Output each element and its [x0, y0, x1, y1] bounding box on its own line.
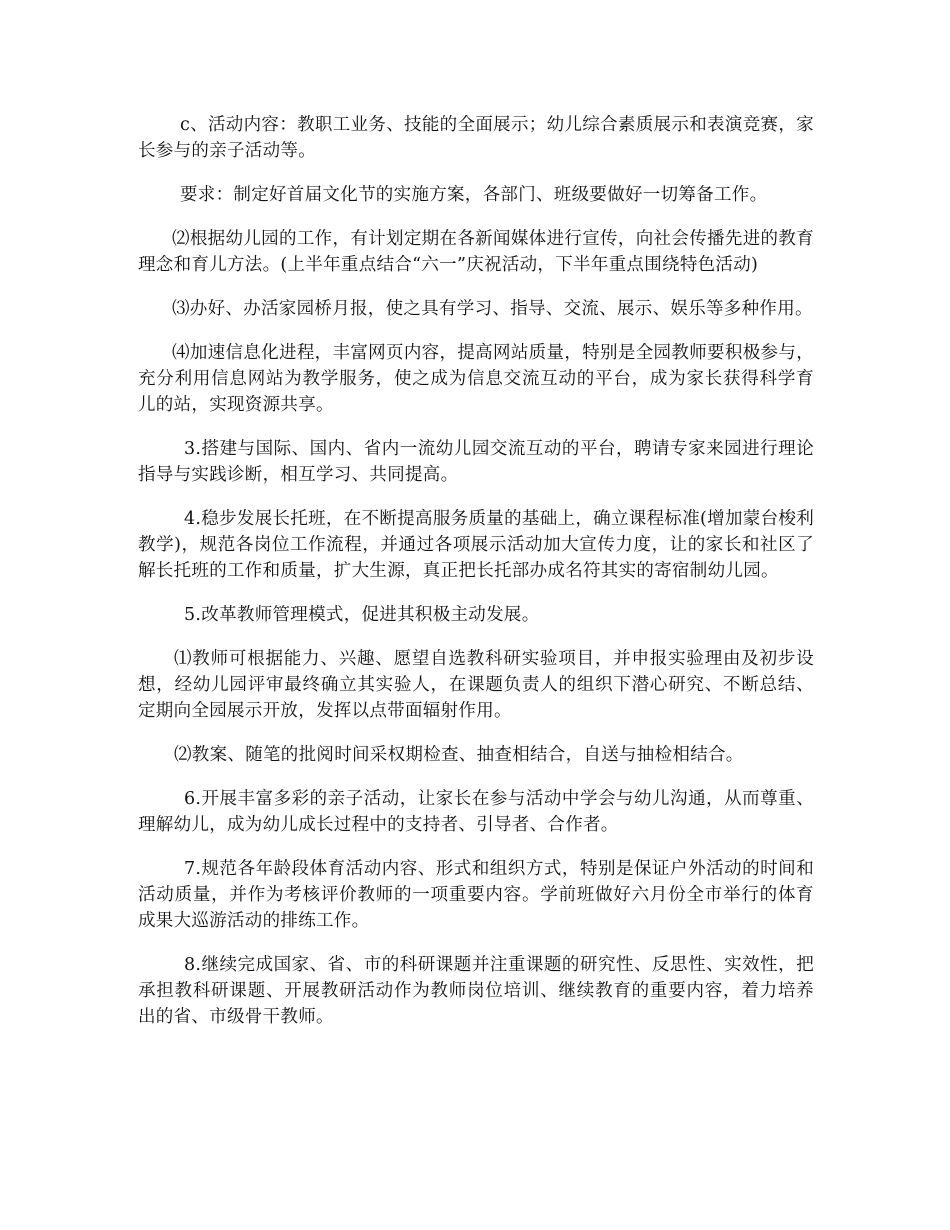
paragraph-section-3-exchange-platform: 3.搭建与国际、国内、省内一流幼儿园交流互动的平台，聘请专家来园进行理论指导与实践诊断，相互学习、共同提高。	[138, 439, 814, 485]
paragraph-section-8-research-topics: 8.继续完成国家、省、市的科研课题并注重课题的研究性、反思性、实效性，把承担教科研课题、开展教研活动作为教师岗位培训、继续教育的重要内容，着力培养出的省、市级骨干教师。	[138, 955, 814, 1027]
paragraph-item-3-monthly-report: ⑶办好、办活家园桥月报，使之具有学习、指导、交流、展示、娱乐等多种作用。	[172, 299, 813, 319]
paragraph-item-2-publicity: ⑵根据幼儿园的工作，有计划定期在各新闻媒体进行宣传，向社会传播先进的教育理念和育儿方法。(上半年重点结合“六一”庆祝活动，下半年重点围绕特色活动)	[138, 229, 814, 275]
paragraph-sub-1-research-projects: ⑴教师可根据能力、兴趣、愿望自选教科研实验项目，并申报实验理由及初步设想，经幼儿园评审最终确立其实验人，在课题负责人的组织下潜心研究、不断总结、定期向全园展示开放，发挥以点带面辐射作用。	[138, 649, 814, 721]
paragraph-section-6-parent-child: 6.开展丰富多彩的亲子活动，让家长在参与活动中学会与幼儿沟通，从而尊重、理解幼儿，成为幼儿成长过程中的支持者、引导者、合作者。	[138, 789, 814, 835]
document-body	[138, 112, 814, 1048]
paragraph-requirements: 要求：制定好首届文化节的实施方案，各部门、班级要做好一切筹备工作。	[180, 185, 768, 205]
paragraph-section-4-boarding-class: 4.稳步发展长托班，在不断提高服务质量的基础上，确立课程标准(增加蒙台梭利教学)，规范各岗位工作流程，并通过各项展示活动加大宣传力度，让的家长和社区了解长托班的工作和质量，扩大生源，真正把长托部办成名符其实的寄宿制幼儿园。	[138, 509, 814, 581]
paragraph-activity-content: c、活动内容：教职工业务、技能的全面展示；幼儿综合素质展示和表演竞赛，家长参与的亲子活动等。	[138, 115, 814, 161]
paragraph-section-7-physical-education: 7.规范各年龄段体育活动内容、形式和组织方式，特别是保证户外活动的时间和活动质量，并作为考核评价教师的一项重要内容。学前班做好六月份全市举行的体育成果大巡游活动的排练工作。	[138, 859, 814, 931]
paragraph-item-4-informatization: ⑷加速信息化进程，丰富网页内容，提高网站质量，特别是全园教师要积极参与，充分利用信息网站为教学服务，使之成为信息交流互动的平台，成为家长获得科学育儿的站，实现资源共享。	[138, 343, 814, 415]
paragraph-section-5-teacher-management: 5.改革教师管理模式，促进其积极主动发展。	[184, 605, 540, 625]
paragraph-sub-2-lesson-plans: ⑵教案、随笔的批阅时间采权期检查、抽查相结合，自送与抽检相结合。	[174, 745, 744, 765]
